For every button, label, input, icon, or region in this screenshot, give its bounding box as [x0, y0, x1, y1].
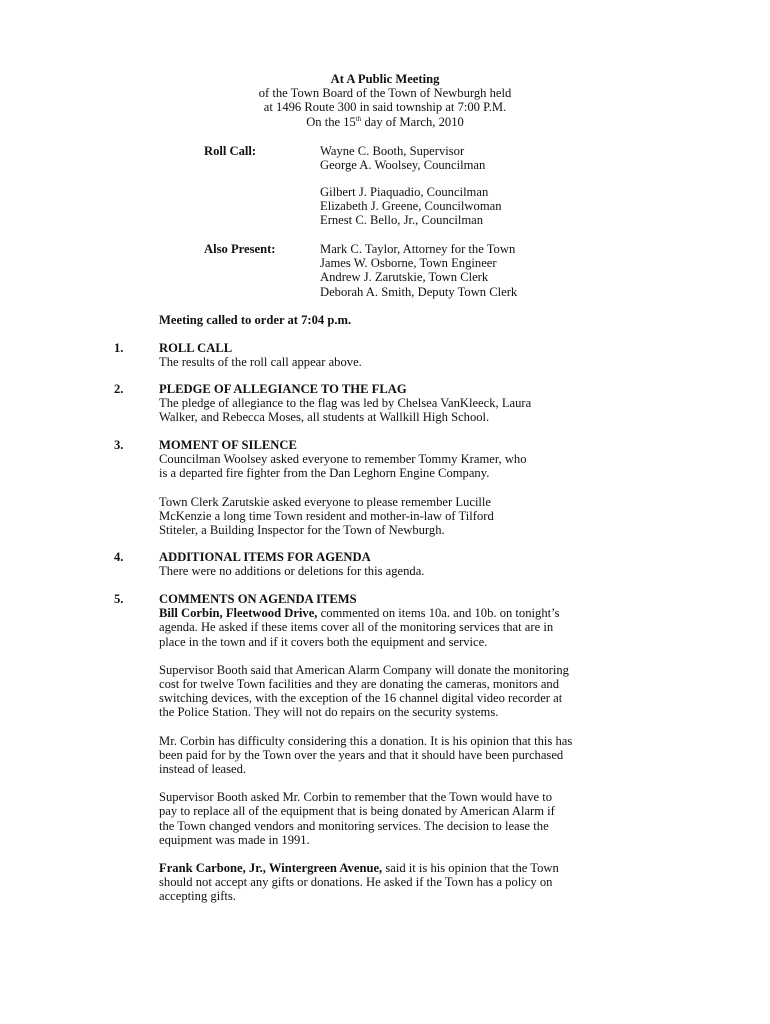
- item-body: [159, 341, 659, 369]
- paragraph-gap: [159, 847, 679, 861]
- also-present-name: James W. Osborne, Town Engineer: [320, 256, 497, 271]
- roll-call-name: George A. Woolsey, Councilman: [320, 158, 486, 173]
- also-present-label: Also Present:: [204, 242, 276, 256]
- meeting-header: [0, 72, 770, 129]
- roll-call-name: Wayne C. Booth, Supervisor: [320, 144, 465, 158]
- paragraph-gap: [159, 776, 679, 790]
- item-heading: PLEDGE OF ALLEGIANCE TO THE FLAG: [159, 382, 407, 396]
- item-heading: MOMENT OF SILENCE: [159, 438, 297, 452]
- header-date-prefix: On the 15: [306, 114, 356, 129]
- item-text-line: switching devices, with the exception of the 16 channel digital video recorder at: [159, 691, 563, 706]
- header-line-3: [0, 115, 770, 129]
- item-body: [159, 592, 679, 904]
- also-present-name: Andrew J. Zarutskie, Town Clerk: [320, 270, 489, 285]
- also-present-names: [320, 242, 517, 299]
- item-text-line: Mr. Corbin has difficulty considering this a donation. It is his opinion that this has: [159, 733, 573, 748]
- also-present-name: Deborah A. Smith, Deputy Town Clerk: [320, 284, 518, 299]
- item-text-line: Supervisor Booth asked Mr. Corbin to remember that the Town would have to: [159, 790, 553, 805]
- header-line-2: at 1496 Route 300 in said township at 7:00 P.M.: [263, 100, 507, 115]
- paragraph-gap: [159, 720, 679, 734]
- item-text-line: [159, 861, 679, 875]
- header-line-1: of the Town Board of the Town of Newburgh held: [258, 86, 512, 101]
- item-text-line: been paid for by the Town over the years and that it should have been purchased: [159, 747, 564, 762]
- roll-call-name: Elizabeth J. Greene, Councilwoman: [320, 199, 502, 214]
- item-number: 2.: [114, 382, 124, 396]
- roll-call-name: Gilbert J. Piaquadio, Councilman: [320, 185, 489, 199]
- item-text-line: should not accept any gifts or donations. He asked if the Town has a policy on: [159, 875, 553, 890]
- speaker-name: Bill Corbin, Fleetwood Drive,: [159, 606, 318, 621]
- roll-call-names-continued: [320, 185, 502, 228]
- speaker-comment: said it is his opinion that the Town: [382, 861, 559, 876]
- roll-call-names: [320, 144, 485, 172]
- speaker-comment: commented on items 10a. and 10b. on tonight’s: [317, 606, 560, 621]
- item-text-line: Councilman Woolsey asked everyone to remember Tommy Kramer, who: [159, 452, 527, 467]
- roll-call-label: Roll Call:: [204, 144, 257, 158]
- item-text-line: agenda. He asked if these items cover all of the monitoring services that are in: [159, 620, 554, 635]
- paragraph-gap: [159, 481, 659, 495]
- item-text-line: Town Clerk Zarutskie asked everyone to please remember Lucille: [159, 494, 492, 509]
- paragraph-gap: [159, 649, 679, 663]
- item-body: [159, 438, 659, 537]
- roll-call-name: Ernest C. Bello, Jr., Councilman: [320, 213, 484, 228]
- item-text-line: cost for twelve Town facilities and they are donating the cameras, monitors and: [159, 677, 560, 692]
- item-body: [159, 550, 659, 578]
- meeting-called-to-order: Meeting called to order at 7:04 p.m.: [159, 313, 352, 327]
- item-number: 1.: [114, 341, 124, 355]
- item-number: 3.: [114, 438, 124, 452]
- item-number: 5.: [114, 592, 124, 606]
- item-heading: ADDITIONAL ITEMS FOR AGENDA: [159, 550, 371, 564]
- item-text-line: The results of the roll call appear above.: [159, 355, 362, 370]
- item-number: 4.: [114, 550, 124, 564]
- item-text-line: Walker, and Rebecca Moses, all students at Wallkill High School.: [159, 410, 490, 425]
- item-text-line: Supervisor Booth said that American Alarm Company will donate the monitoring: [159, 662, 569, 677]
- item-text-line: The pledge of allegiance to the flag was led by Chelsea VanKleeck, Laura: [159, 396, 532, 411]
- item-text-line: instead of leased.: [159, 762, 247, 777]
- header-date-superscript: th: [355, 114, 362, 123]
- item-text-line: [159, 606, 679, 620]
- item-text-line: equipment was made in 1991.: [159, 832, 310, 847]
- speaker-name: Frank Carbone, Jr., Wintergreen Avenue,: [159, 861, 383, 876]
- item-text-line: place in the town and if it covers both the equipment and service.: [159, 634, 488, 649]
- item-text-line: Stiteler, a Building Inspector for the Town of Newburgh.: [159, 523, 445, 538]
- item-text-line: McKenzie a long time Town resident and mother-in-law of Tilford: [159, 508, 494, 523]
- item-text-line: accepting gifts.: [159, 889, 236, 904]
- meeting-title: At A Public Meeting: [330, 72, 440, 86]
- item-body: [159, 382, 659, 425]
- item-heading: COMMENTS ON AGENDA ITEMS: [159, 592, 357, 606]
- header-date-suffix: day of March, 2010: [361, 114, 464, 129]
- item-text-line: the Police Station. They will not do repairs on the security systems.: [159, 705, 499, 720]
- item-text-line: There were no additions or deletions for this agenda.: [159, 564, 425, 579]
- item-heading: ROLL CALL: [159, 341, 233, 355]
- also-present-name: Mark C. Taylor, Attorney for the Town: [320, 242, 516, 256]
- item-text-line: the Town changed vendors and monitoring services. The decision to lease the: [159, 818, 549, 833]
- item-text-line: pay to replace all of the equipment that is being donated by American Alarm if: [159, 804, 555, 819]
- item-text-line: is a departed fire fighter from the Dan Leghorn Engine Company.: [159, 466, 490, 481]
